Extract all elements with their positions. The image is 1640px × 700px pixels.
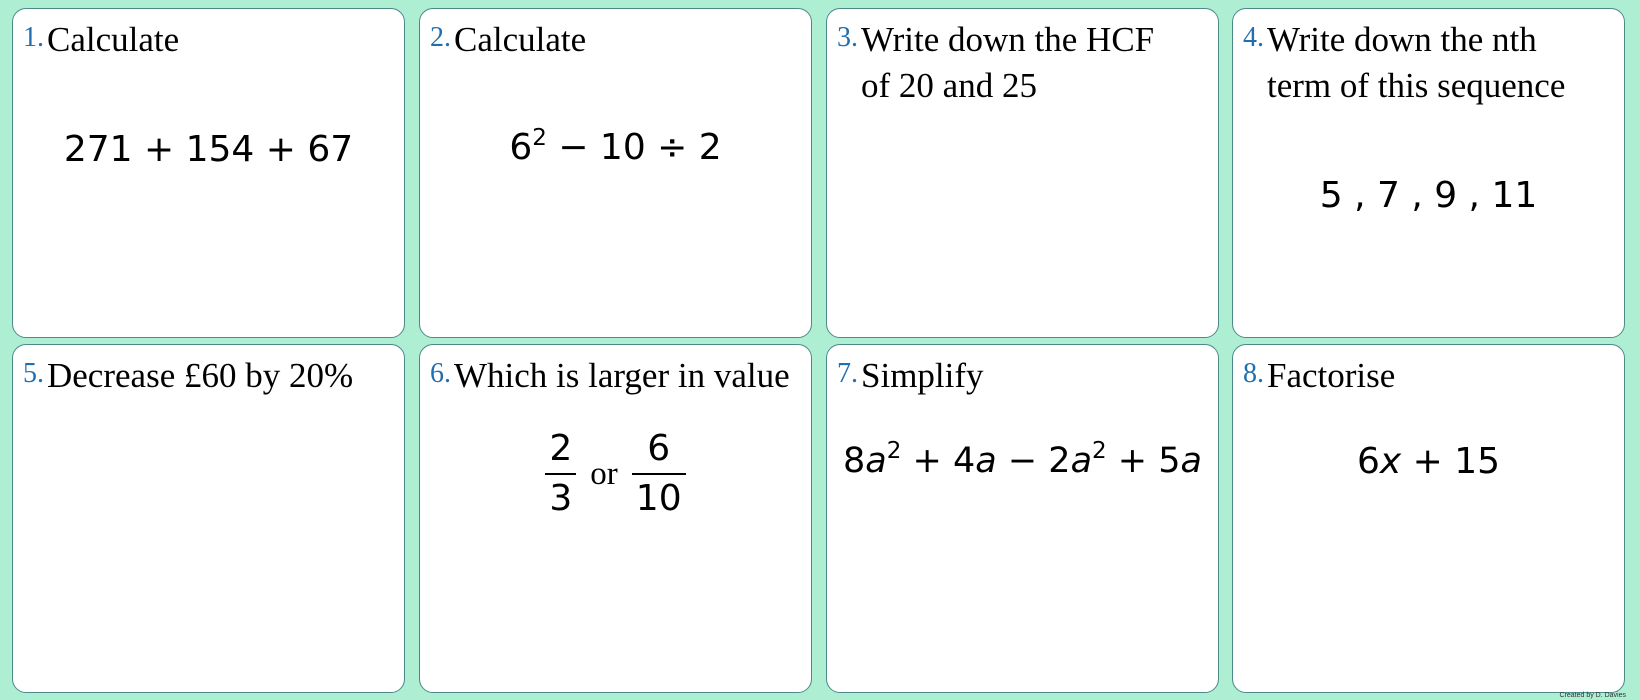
question-prompt: Write down the HCF of 20 and 25 [861, 20, 1155, 105]
term-variable: a [865, 441, 887, 481]
question-number: 3. [837, 22, 858, 53]
question-number: 8. [1243, 358, 1264, 389]
question-card-6 [419, 344, 812, 693]
term-variable: a [1180, 441, 1202, 481]
fraction-two-thirds [545, 425, 576, 523]
term-variable: x [1379, 441, 1402, 482]
question-card-7 [826, 344, 1219, 693]
term-exponent: 2 [1092, 438, 1107, 464]
question-prompt: Factorise [1267, 356, 1396, 395]
algebraic-expression [827, 438, 1218, 481]
term-variable: a [975, 441, 997, 481]
question-prompt: Write down the nth term of this sequence [1267, 20, 1566, 105]
term-coefficient: 6 [1356, 441, 1380, 482]
question-prompt: Decrease £60 by 20% [47, 356, 354, 395]
question-card-1 [12, 8, 405, 338]
question-prompt: Which is larger in value [454, 356, 790, 395]
question-number: 6. [430, 358, 451, 389]
question-card-4 [1232, 8, 1625, 338]
question-card-2 [419, 8, 812, 338]
question-number: 5. [23, 358, 44, 389]
algebraic-expression [1233, 441, 1624, 482]
math-rest: − 10 ÷ 2 [546, 127, 722, 168]
question-number: 1. [23, 22, 44, 53]
question-header [837, 353, 1212, 399]
fraction-numerator: 2 [549, 428, 573, 469]
question-card-5 [12, 344, 405, 693]
question-header [23, 17, 398, 63]
fraction-numerator: 6 [647, 428, 671, 469]
term-coefficient: + 4 [901, 441, 976, 481]
fraction-denominator: 10 [635, 478, 682, 519]
question-header [430, 17, 805, 63]
question-number: 7. [837, 358, 858, 389]
author-credit: Created by D. Davies [1559, 692, 1626, 699]
fraction-denominator: 3 [549, 478, 573, 519]
math-expression: 271 + 154 + 67 [63, 129, 354, 170]
term-variable: a [1070, 441, 1093, 481]
term-exponent: 2 [886, 438, 902, 464]
question-prompt: Simplify [861, 356, 984, 395]
question-header [430, 353, 805, 399]
fraction-six-tenths [632, 425, 686, 523]
math-exponent: 2 [532, 125, 547, 151]
question-number: 2. [430, 22, 451, 53]
question-prompt: Calculate [454, 20, 587, 59]
question-card-8 [1232, 344, 1625, 693]
question-number: 4. [1243, 22, 1264, 53]
question-prompt: Calculate [47, 20, 180, 59]
sequence-terms: 5 , 7 , 9 , 11 [1319, 175, 1538, 216]
question-card-3 [826, 8, 1219, 338]
fraction-comparison [420, 425, 811, 523]
math-base: 6 [509, 127, 533, 168]
question-header [837, 17, 1212, 109]
question-header [23, 353, 398, 399]
question-header [1243, 17, 1618, 109]
question-header [1243, 353, 1618, 399]
or-word: or [590, 455, 618, 492]
term-constant: + 15 [1401, 441, 1501, 482]
term-coefficient: 8 [843, 441, 866, 481]
term-coefficient: − 2 [996, 441, 1071, 481]
term-coefficient: + 5 [1106, 441, 1181, 481]
math-expression [420, 127, 811, 168]
